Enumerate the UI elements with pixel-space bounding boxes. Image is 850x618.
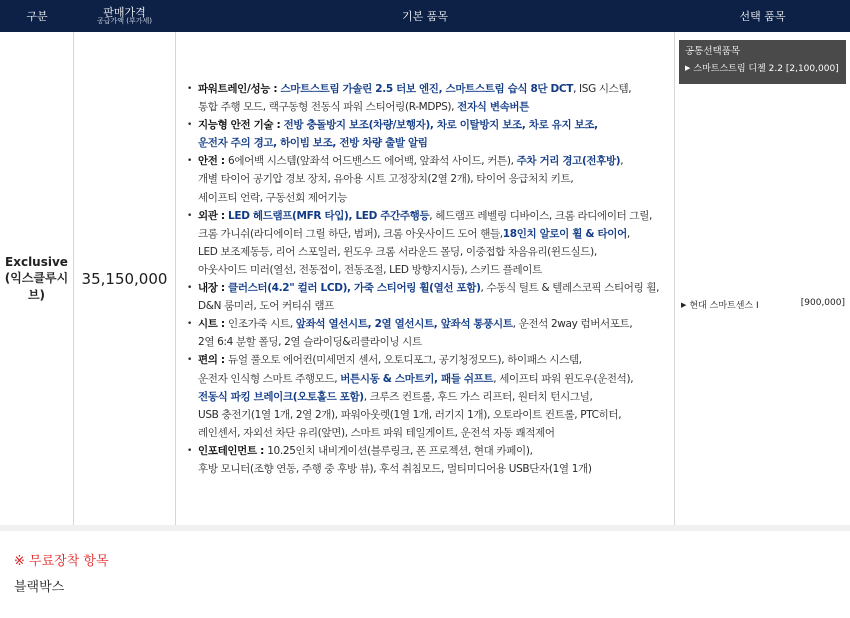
feature-text: , — [626, 227, 630, 240]
basic-items-cell — [175, 32, 675, 525]
feature-text: , 수동식 틸트 & 텔레스코픽 스티어링 휠, — [480, 282, 660, 295]
feature-line — [182, 80, 672, 98]
feature-line — [182, 424, 672, 442]
feature-line — [182, 152, 672, 170]
feature-highlight-text: 운전자 주의 경고, 하이빔 보조, 전방 차량 출발 알림 — [198, 137, 428, 150]
trim-price-cell — [74, 32, 175, 525]
bullet-icon: • — [187, 210, 192, 221]
feature-text: , ISG 시스템, — [573, 83, 632, 95]
feature-text: 2열 6:4 분할 폴딩, 2열 슬라이딩&리클라이닝 시트 — [198, 336, 422, 349]
feature-text: 후방 모니터(조향 연동, 주행 중 후방 뷰), 후석 취침모드, 멀티미디어용 USB단자(1열 1개) — [198, 462, 592, 475]
feature-text: D&N 룸미러, 도어 커티쉬 램프 — [198, 300, 334, 313]
bullet-icon: • — [187, 283, 192, 294]
feature-line — [182, 261, 672, 279]
feature-text: 6에어백 시스템(앞좌석 어드밴스드 에어백, 앞좌석 사이드, 커튼), — [228, 155, 517, 168]
feature-line — [182, 243, 672, 261]
feature-highlight-text: 클러스터(4.2" 컬러 LCD), 가죽 스티어링 휠(열선 포함) — [228, 282, 481, 295]
feature-text: USB 충전기(1열 1개, 2열 2개), 파워아웃렛(1열 1개, 러기지 1개), 오토라이트 컨트롤, PTC히터, — [198, 408, 622, 421]
feature-highlight-text: LED 헤드램프(MFR 타입), LED 주간주행등 — [228, 209, 430, 222]
feature-line — [182, 297, 672, 315]
trim-name-line1: Exclusive — [5, 254, 68, 269]
feature-line — [182, 460, 672, 478]
bullet-icon: • — [187, 355, 192, 366]
common-options-title: 공통선택품목 — [685, 46, 741, 57]
trim-name-cell — [0, 32, 74, 525]
triangle-right-icon: ▶ — [681, 301, 687, 309]
smartsense-option-price: [900,000] — [800, 298, 845, 308]
feature-highlight-text: 버튼시동 & 스마트키, 패들 쉬프트 — [340, 372, 494, 385]
common-option-price: [2,100,000] — [785, 64, 839, 74]
feature-line — [182, 279, 672, 297]
feature-text: 인조가죽 시트, — [228, 318, 296, 331]
feature-line — [182, 442, 672, 460]
triangle-right-icon: ▶ — [685, 64, 691, 72]
feature-highlight-text: 주차 거리 경고(전후방) — [516, 155, 621, 168]
bullet-icon: • — [187, 120, 192, 131]
feature-highlight-text: 전방 충돌방지 보조(차량/보행자), 차로 이탈방지 보조, 차로 유지 보조, — [283, 119, 598, 132]
feature-line — [182, 370, 672, 388]
feature-text: , 세이프티 파워 윈도우(운전석), — [493, 372, 634, 385]
feature-text: , 운전석 2way 럼버서포트, — [512, 318, 633, 331]
feature-line — [182, 333, 672, 351]
feature-category-label: 편의 : — [198, 354, 229, 367]
feature-text: 10.25인치 내비게이션(블루링크, 폰 프로젝션, 현대 카페이), — [267, 444, 533, 457]
feature-category-label: 인포테인먼트 : — [198, 444, 268, 457]
feature-category-label: 지능형 안전 기술 : — [198, 119, 284, 132]
header-price-title: 판매가격 — [103, 5, 146, 19]
feature-text: 개별 타이어 공기압 경보 장치, 유아용 시트 고정장치(2열 2개), 타이어 응급처치 키트, — [198, 173, 574, 186]
bullet-icon: • — [187, 156, 192, 167]
feature-line — [182, 207, 672, 225]
bullet-icon: • — [187, 84, 192, 94]
common-option-name: 스마트스트림 디젤 2.2 — [693, 64, 783, 74]
smartsense-option-row — [681, 298, 845, 311]
feature-text: 세이프티 언락, 구동선회 제어기능 — [198, 191, 348, 204]
header-options: 선택 품목 — [739, 10, 786, 23]
header-category: 구분 — [26, 10, 48, 23]
feature-text: , 크루즈 컨트롤, 후드 가스 리프터, 원터치 턴시그널, — [363, 390, 593, 403]
feature-category-label: 안전 : — [198, 155, 229, 168]
feature-highlight-text: 18인치 알로이 휠 & 타이어 — [502, 227, 627, 240]
feature-highlight-text: 스마트스트림 가솔린 2.5 터보 엔진, 스마트스트림 습식 8단 DCT — [280, 83, 574, 95]
feature-category-label: 외관 : — [198, 209, 229, 222]
feature-text: 크롬 가니쉬(라디에이터 그릴 하단, 범퍼), 크롬 아웃사이드 도어 핸들, — [198, 227, 503, 240]
header-basic-items: 기본 품목 — [401, 10, 448, 23]
trim-name-line3: 브) — [27, 287, 46, 302]
bullet-icon: • — [187, 319, 192, 330]
feature-category-label: 파워트레인/성능 : — [198, 83, 281, 95]
feature-text: , — [620, 155, 624, 168]
feature-category-label: 시트 : — [198, 318, 229, 331]
feature-text: , 헤드램프 레벨링 디바이스, 크롬 라디에이터 그릴, — [429, 209, 652, 222]
feature-text: 운전자 인식형 스마트 주행모드, — [198, 372, 341, 385]
feature-line — [182, 189, 672, 207]
feature-line — [182, 315, 672, 333]
feature-line — [182, 170, 672, 188]
feature-highlight-text: 앞좌석 열선시트, 2열 열선시트, 앞좌석 통풍시트 — [295, 318, 513, 331]
feature-highlight-text: 전자식 변속버튼 — [457, 101, 530, 114]
smartsense-option-name: 현대 스마트센스 I — [689, 301, 759, 311]
feature-category-label: 내장 : — [198, 282, 229, 295]
feature-line — [182, 116, 672, 134]
table-header — [0, 0, 850, 32]
feature-text: LED 보조제동등, 리어 스포일러, 윈도우 크롬 서라운드 몰딩, 이중접합 차음유리(윈드실드), — [198, 245, 597, 258]
trim-name-line2: (익스클루시 — [4, 271, 69, 286]
feature-line — [182, 98, 672, 116]
free-install-item: 블랙박스 — [14, 580, 65, 595]
trim-price: 35,150,000 — [81, 269, 168, 288]
feature-list — [182, 80, 672, 478]
feature-text: 듀얼 풀오토 에어컨(미세먼지 센서, 오토디포그, 공기청정모드), 하이패스 시스템, — [228, 354, 582, 367]
feature-line — [182, 225, 672, 243]
feature-line — [182, 406, 672, 424]
feature-line — [182, 134, 672, 152]
header-price-sub: 공급가액 (부가세) — [96, 17, 153, 26]
feature-line — [182, 388, 672, 406]
bullet-icon: • — [187, 445, 192, 456]
common-option-item — [685, 60, 840, 77]
feature-text: 레인센서, 자외선 차단 유리(앞면), 스마트 파워 테일게이트, 운전석 자동 쾌적제어 — [198, 426, 555, 439]
header-price — [74, 0, 175, 32]
feature-highlight-text: 전동식 파킹 브레이크(오토홀드 포함) — [198, 390, 364, 403]
common-options-box — [679, 40, 846, 84]
feature-text: 아웃사이드 미러(열선, 전동접이, 전동조절, LED 방향지시등), 스키드 플레이트 — [198, 263, 542, 276]
free-install-note: ※ 무료장착 항목 — [14, 554, 109, 569]
feature-line — [182, 351, 672, 369]
options-cell — [675, 32, 850, 525]
feature-text: 통합 주행 모드, 랙구동형 전동식 파워 스티어링(R-MDPS), — [198, 101, 458, 114]
